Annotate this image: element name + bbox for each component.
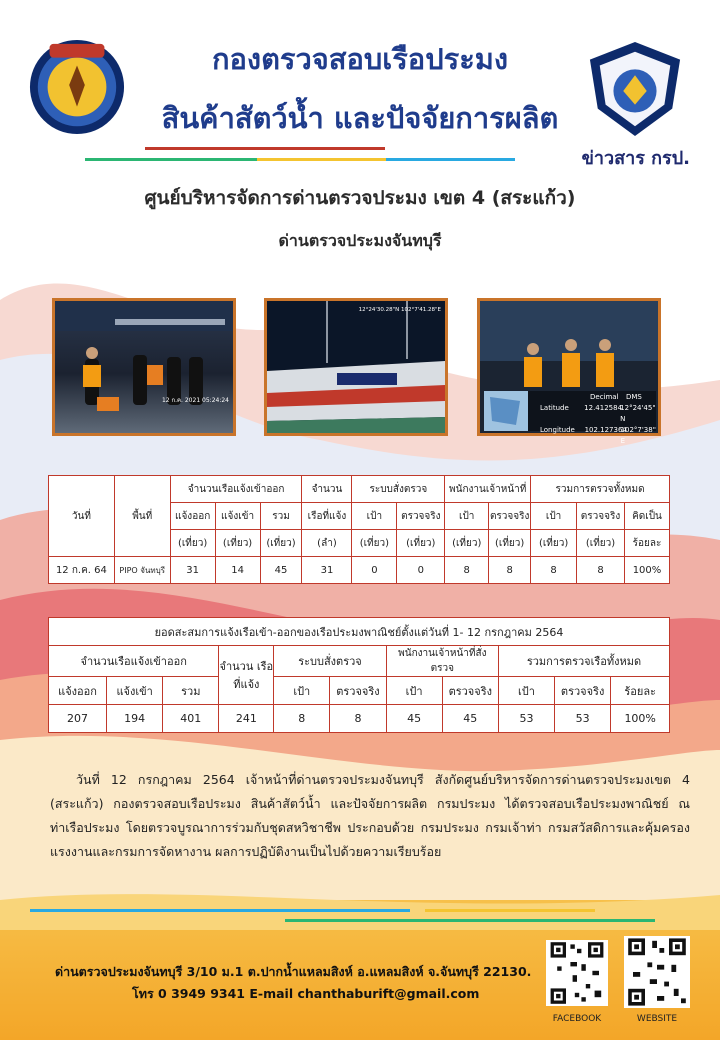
facebook-qr-label: FACEBOOK <box>552 1014 602 1024</box>
t1-unit-trip: (เที่ยว) <box>215 530 260 557</box>
t1-cell: 0 <box>397 557 445 584</box>
map-lon-dms: 102°7'38" E <box>620 426 656 445</box>
table-row <box>49 557 670 584</box>
t2-cell: 207 <box>49 705 107 733</box>
t2-header-system: ระบบสั่งตรวจ <box>274 646 386 677</box>
t2-header-total: รวมการตรวจเรือทั้งหมด <box>498 646 669 677</box>
t1-unit-trip: (เที่ยว) <box>397 530 445 557</box>
map-decimal-label: Decimal <box>590 393 619 401</box>
photo2-coordinates: 12°24'30.28"N 102°7'41.28"E <box>358 307 441 313</box>
website-qr-code[interactable] <box>624 936 690 1012</box>
t2-sub-officer-target: เป้า <box>386 677 442 705</box>
t2-cell: 241 <box>219 705 274 733</box>
t2-cell: 100% <box>611 705 670 733</box>
t1-unit-trip: (เที่ยว) <box>352 530 397 557</box>
t1-sub-total-actual: ตรวจจริง <box>577 503 625 530</box>
table-row <box>49 705 670 733</box>
cumulative-inspection-table <box>48 617 670 733</box>
t1-cell: 0 <box>352 557 397 584</box>
t2-header-count: จำนวน เรือที่แจ้ง <box>219 646 274 705</box>
t1-cell: PIPO จันทบุรี <box>114 557 170 584</box>
photo-officers-dock <box>52 298 236 436</box>
photo-fishing-boat <box>264 298 448 436</box>
t1-header-count: จำนวน <box>302 476 352 503</box>
t1-unit-trip: (เที่ยว) <box>531 530 577 557</box>
header-title-line2: สินค้าสัตว์น้ำ และปัจจัยการผลิต <box>161 101 559 135</box>
t2-cell: 8 <box>330 705 386 733</box>
t2-sub-in: แจ้งเข้า <box>107 677 163 705</box>
t1-cell: 100% <box>624 557 669 584</box>
t1-unit-trip: (เที่ยว) <box>489 530 531 557</box>
t1-cell: 45 <box>260 557 302 584</box>
photo-officers-map <box>477 298 661 445</box>
t2-cell: 53 <box>554 705 610 733</box>
t1-sub-sum: รวม <box>260 503 302 530</box>
header-divider-red <box>145 147 385 150</box>
daily-inspection-table <box>48 475 670 584</box>
t1-unit-trip: (เที่ยว) <box>445 530 489 557</box>
t1-header-officer: พนักงานเจ้าหน้าที่ <box>445 476 531 503</box>
t1-sub-officer-actual: ตรวจจริง <box>489 503 531 530</box>
map-lat-dms: 12°24'45" N <box>620 404 656 423</box>
map-dms-label: DMS <box>626 393 642 401</box>
t2-sub-sum: รวม <box>163 677 219 705</box>
footer-contact: โทร 0 3949 9341 E-mail chanthaburift@gmail.com <box>132 986 480 1001</box>
t2-header-vessels: จำนวนเรือแจ้งเข้าออก <box>49 646 219 677</box>
t1-unit-trip: (เที่ยว) <box>260 530 302 557</box>
t2-cell: 53 <box>498 705 554 733</box>
t1-header-vessels: จำนวนเรือแจ้งเข้าออก <box>170 476 302 503</box>
t1-unit-trip: (เที่ยว) <box>577 530 625 557</box>
t2-sub-percent: ร้อยละ <box>611 677 670 705</box>
t2-sub-system-actual: ตรวจจริง <box>330 677 386 705</box>
t1-sub-system-actual: ตรวจจริง <box>397 503 445 530</box>
header-divider-rainbow <box>85 158 515 161</box>
t1-sub-system-target: เป้า <box>352 503 397 530</box>
t1-sub-in: แจ้งเข้า <box>215 503 260 530</box>
t2-sub-officer-actual: ตรวจจริง <box>442 677 498 705</box>
footer-divider-green <box>285 919 655 922</box>
t2-cell: 45 <box>442 705 498 733</box>
footer-divider-cyan <box>30 909 410 912</box>
t1-sub-percent: คิดเป็น <box>624 503 669 530</box>
t2-cell: 401 <box>163 705 219 733</box>
map-lat-label: Latitude <box>540 404 569 412</box>
t2-sub-total-target: เป้า <box>498 677 554 705</box>
photo1-timestamp: 12 ก.ค. 2021 05:24:24 <box>161 397 229 404</box>
t2-cell: 45 <box>386 705 442 733</box>
footer-divider-yellow <box>425 909 595 912</box>
facebook-qr-code[interactable] <box>546 940 608 1010</box>
header-title-line1: กองตรวจสอบเรือประมง <box>211 42 509 76</box>
news-label: ข่าวสาร กรป. <box>581 148 690 169</box>
t1-sub-total-target: เป้า <box>531 503 577 530</box>
t1-header-area: พื้นที่ <box>114 476 170 557</box>
t1-sub-officer-target: เป้า <box>445 503 489 530</box>
t1-unit-boat: (ลำ) <box>302 530 352 557</box>
t1-cell: 12 ก.ค. 64 <box>49 557 115 584</box>
t2-cell: 194 <box>107 705 163 733</box>
t2-header-officer: พนักงานเจ้าหน้าที่สั่งตรวจ <box>386 646 498 677</box>
center-title: ศูนย์บริหารจัดการด่านตรวจประมง เขต 4 (สระแก้ว) <box>144 187 576 209</box>
t1-cell: 31 <box>170 557 215 584</box>
t2-sub-system-target: เป้า <box>274 677 330 705</box>
t2-sub-total-actual: ตรวจจริง <box>554 677 610 705</box>
footer-address: ด่านตรวจประมงจันทบุรี 3/10 ม.1 ต.ปากน้ำแหลมสิงห์ อ.แหลมสิงห์ จ.จันทบุรี 22130. <box>55 964 532 979</box>
t1-header-date: วันที่ <box>49 476 115 557</box>
report-paragraph: วันที่ 12 กรกฎาคม 2564 เจ้าหน้าที่ด่านตรวจประมงจันทบุรี สังกัดศูนย์บริหารจัดการด่านตรวจประมงเขต 4 (สระแก้ว) กองตรวจสอบเรือประมง สินค้าสัตว์น้ำ และปัจจัยการผลิต กรมประมง ได้ตรวจสอบเรือประมงพาณิชย์ ณ ท่าเรือประมง โดยตรวจบูรณาการร่วมกับชุดสหวิชาชีพ ประกอบด้วย กรมประมง กรมเจ้าท่า กรมสวัสดิการและคุ้มครองแรงงานและกรมการจัดหางาน ผลการปฏิบัติงานเป็นไปด้วยความเรียบร้อย <box>50 772 690 859</box>
t1-cell: 8 <box>531 557 577 584</box>
t2-sub-out: แจ้งออก <box>49 677 107 705</box>
checkpoint-title: ด่านตรวจประมงจันทบุรี <box>278 231 442 250</box>
t1-sub-out: แจ้งออก <box>170 503 215 530</box>
map-lon-dec: 102.127364 <box>584 426 627 434</box>
t1-unit-trip: (เที่ยว) <box>170 530 215 557</box>
map-lat-dec: 12.412584 <box>584 404 623 412</box>
t1-cell: 8 <box>577 557 625 584</box>
website-qr-label: WEBSITE <box>636 1014 678 1024</box>
t2-cell: 8 <box>274 705 330 733</box>
t1-cell: 14 <box>215 557 260 584</box>
map-lon-label: Longitude <box>540 426 575 434</box>
t1-cell: 8 <box>489 557 531 584</box>
t2-caption: ยอดสะสมการแจ้งเรือเข้า-ออกของเรือประมงพาณิชย์ตั้งแต่วันที่ 1- 12 กรกฎาคม 2564 <box>49 618 670 646</box>
t1-sub-reported: เรือที่แจ้ง <box>302 503 352 530</box>
t1-cell: 8 <box>445 557 489 584</box>
t1-cell: 31 <box>302 557 352 584</box>
t1-unit-percent: ร้อยละ <box>624 530 669 557</box>
t1-header-total: รวมการตรวจทั้งหมด <box>531 476 670 503</box>
t1-header-system: ระบบสั่งตรวจ <box>352 476 445 503</box>
